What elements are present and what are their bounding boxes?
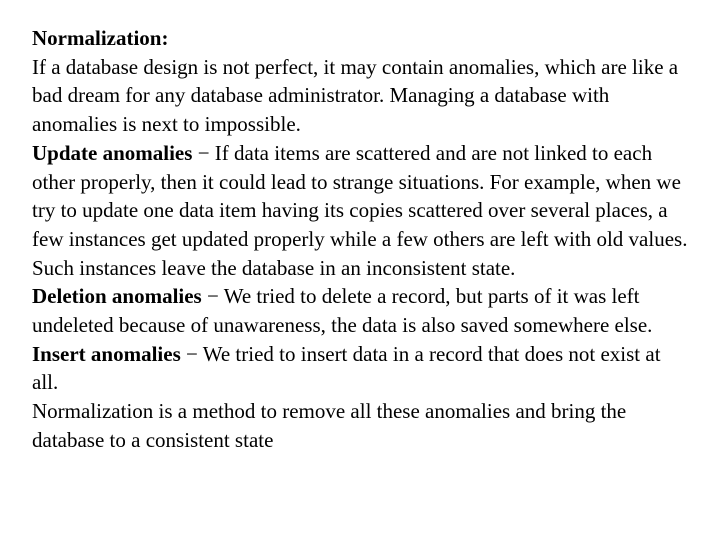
insert-anomalies-paragraph	[32, 340, 692, 397]
update-anomalies-term: Update anomalies	[32, 140, 193, 165]
insert-anomalies-term: Insert anomalies	[32, 341, 181, 366]
slide-content	[32, 24, 692, 455]
intro-paragraph: If a database design is not perfect, it may contain anomalies, which are like a bad dream for any database administrator. Managing a database with anomalies is next to impossible.	[32, 54, 679, 137]
insert-anomalies-text: − We tried to insert data in a record that does not exist at all.	[32, 341, 661, 395]
conclusion-paragraph: Normalization is a method to remove all these anomalies and bring the database to a consistent state	[32, 399, 627, 452]
deletion-anomalies-paragraph	[32, 282, 692, 339]
deletion-anomalies-text: − We tried to delete a record, but parts of it was left undeleted because of unawareness, the data is also saved somewhere else.	[32, 284, 653, 338]
update-anomalies-text: − If data items are scattered and are not linked to each other properly, then it could lead to strange situations. For example, when we try to update one data item having its copies scattered over several places, a few instances get updated properly while a few others are left with old values. Such instances leave the database in an inconsistent state.	[32, 140, 688, 280]
slide-title: Normalization:	[32, 26, 169, 50]
update-anomalies-paragraph	[32, 139, 692, 283]
deletion-anomalies-term: Deletion anomalies	[32, 284, 202, 309]
